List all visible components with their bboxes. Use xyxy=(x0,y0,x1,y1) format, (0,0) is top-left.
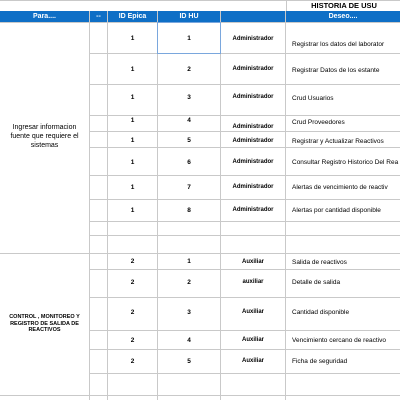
row-divider xyxy=(90,349,400,350)
cell-deseo[interactable]: Salida de reactivos xyxy=(292,258,347,266)
cell-id-hu[interactable]: 2 xyxy=(187,278,191,286)
cell-rol[interactable]: Administrador xyxy=(232,124,274,131)
cell-id-epica[interactable]: 1 xyxy=(130,65,135,73)
cell-id-epica[interactable]: 1 xyxy=(130,93,135,101)
sheet-title: HISTORIA DE USU xyxy=(286,0,400,11)
cell-rol[interactable]: Administrador xyxy=(232,159,274,166)
cell-id-epica[interactable]: 2 xyxy=(130,278,135,286)
row-divider xyxy=(90,199,400,200)
cell-deseo[interactable]: Registrar los datos del laborator xyxy=(292,40,385,48)
cell-rol[interactable]: Auxiliar xyxy=(241,309,264,316)
cell-deseo[interactable]: Cantidad disponible xyxy=(292,308,350,316)
cell-id-hu[interactable]: 5 xyxy=(187,357,191,365)
cell-deseo[interactable]: Registrar y Actualizar Reactivos xyxy=(292,137,384,145)
cell-id-epica[interactable]: 2 xyxy=(130,336,135,344)
row-divider xyxy=(90,53,400,54)
cell-id-hu[interactable]: 4 xyxy=(187,116,191,124)
cell-id-epica[interactable]: 1 xyxy=(130,206,135,214)
cell-rol[interactable]: Auxiliar xyxy=(241,337,264,344)
row-divider xyxy=(90,84,400,85)
cell-rol[interactable]: Administrador xyxy=(232,207,274,214)
group-para-cell[interactable]: Ingresar informacion fuente que requiere el sistemas xyxy=(10,124,79,149)
header-deseo[interactable]: Deseo.... xyxy=(286,11,400,22)
cell-rol[interactable]: Administrador xyxy=(232,94,274,101)
cell-id-epica[interactable]: 1 xyxy=(130,183,135,191)
cell-id-epica[interactable]: 2 xyxy=(130,257,135,265)
header-para[interactable]: Para.... xyxy=(0,11,89,22)
column-divider xyxy=(89,11,90,400)
cell-rol[interactable]: Administrador xyxy=(232,36,274,43)
cell-id-epica[interactable]: 1 xyxy=(130,158,135,166)
cell-id-hu[interactable]: 3 xyxy=(187,93,191,101)
cell-id-epica[interactable]: 1 xyxy=(130,34,135,42)
cell-id-hu[interactable]: 4 xyxy=(187,336,191,344)
cell-id-hu[interactable]: 3 xyxy=(187,308,191,316)
cell-deseo[interactable]: Crud Proveedores xyxy=(292,118,345,126)
cell-deseo[interactable]: Consultar Registro Historico Del Rea xyxy=(292,158,399,166)
cell-id-hu[interactable]: 2 xyxy=(187,65,191,73)
cell-id-epica[interactable]: 2 xyxy=(130,357,135,365)
cell-deseo[interactable]: Ficha de seguridad xyxy=(292,357,348,365)
cell-deseo[interactable]: Detalle de salida xyxy=(292,278,341,286)
header-id-epica[interactable]: ID Epica xyxy=(108,11,157,22)
header-separator[interactable]: -- xyxy=(90,11,107,22)
cell-id-epica[interactable]: 2 xyxy=(130,308,135,316)
cell-id-hu[interactable]: 7 xyxy=(187,183,191,191)
cell-rol[interactable]: Administrador xyxy=(232,66,274,73)
cell-id-epica[interactable]: 1 xyxy=(130,116,135,124)
cell-deseo[interactable]: Registrar Datos de los estante xyxy=(292,66,380,74)
row-divider xyxy=(90,297,400,298)
row-divider xyxy=(90,269,400,270)
cell-id-hu[interactable]: 8 xyxy=(187,206,191,214)
row-divider xyxy=(0,395,400,396)
row-divider xyxy=(90,373,400,374)
cell-rol[interactable]: Administrador xyxy=(232,138,274,145)
cell-deseo[interactable]: Alertas por cantidad disponible xyxy=(292,206,381,214)
row-divider xyxy=(90,235,400,236)
row-divider xyxy=(90,221,400,222)
cell-rol[interactable]: Auxiliar xyxy=(241,358,264,365)
cell-rol[interactable]: auxiliar xyxy=(242,279,264,286)
cell-rol[interactable]: Auxiliar xyxy=(241,259,264,266)
row-divider xyxy=(90,175,400,176)
cell-rol[interactable]: Administrador xyxy=(232,184,274,191)
header-rol[interactable] xyxy=(221,11,285,22)
cell-id-hu[interactable]: 5 xyxy=(187,136,191,144)
cell-deseo[interactable]: Crud Usuarios xyxy=(292,94,334,102)
cell-deseo[interactable]: Vencimiento cercano de reactivo xyxy=(292,336,386,344)
group-para-cell[interactable]: CONTROL , MONITOREO Y REGISTRO DE SALIDA DE REACTIVOS xyxy=(9,313,80,334)
row-divider xyxy=(90,147,400,148)
header-id-hu[interactable]: ID HU xyxy=(158,11,220,22)
cell-id-hu[interactable]: 1 xyxy=(187,34,191,42)
cell-id-epica[interactable]: 1 xyxy=(130,136,135,144)
cell-id-hu[interactable]: 1 xyxy=(187,257,191,265)
cell-id-hu[interactable]: 6 xyxy=(187,158,191,166)
cell-deseo[interactable]: Alertas de vencimiento de reactiv xyxy=(292,183,388,191)
row-divider xyxy=(90,330,400,331)
